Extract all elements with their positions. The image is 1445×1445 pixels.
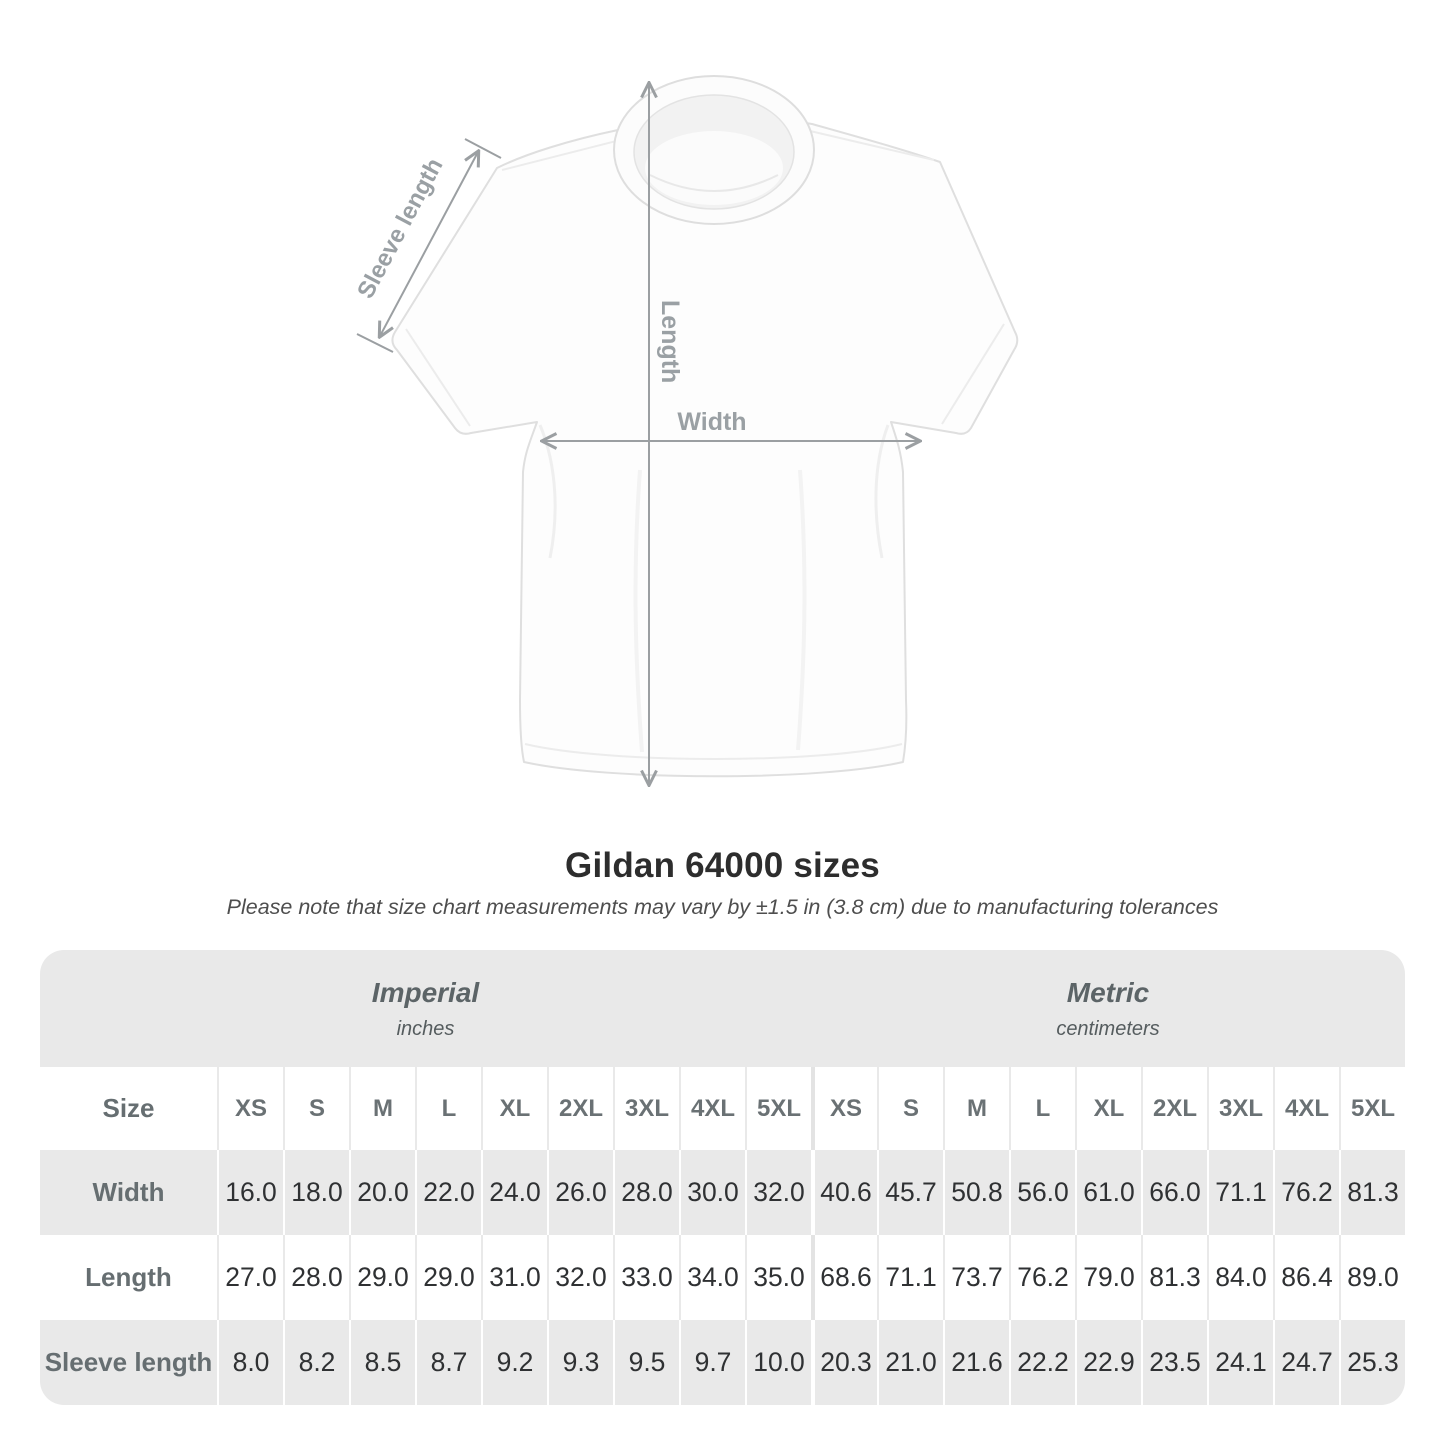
imperial-label: Imperial [371, 976, 480, 1008]
measurement-cell: 76.2 [1009, 1235, 1075, 1320]
sleeve-length-end-tick-bottom [357, 334, 393, 352]
measurement-cell: 71.1 [1207, 1150, 1273, 1235]
measurement-cell: 16.0 [217, 1150, 283, 1235]
tolerance-note: Please note that size chart measurements may vary by ±1.5 in (3.8 cm) due to manufacturing tolerances [226, 895, 1219, 919]
size-col-header: 5XL [1339, 1067, 1405, 1150]
measurement-cell: 35.0 [745, 1235, 811, 1320]
measurement-cell: 8.5 [349, 1320, 415, 1405]
measurement-cell: 56.0 [1009, 1150, 1075, 1235]
size-col-header: XS [811, 1067, 877, 1150]
measurement-cell: 40.6 [811, 1150, 877, 1235]
measurement-cell: 10.0 [745, 1320, 811, 1405]
measurement-cell: 34.0 [679, 1235, 745, 1320]
measurement-cell: 25.3 [1339, 1320, 1405, 1405]
measurement-cell: 21.0 [877, 1320, 943, 1405]
size-header-row [40, 1067, 1405, 1150]
measurement-cell: 27.0 [217, 1235, 283, 1320]
measurement-cell: 22.2 [1009, 1320, 1075, 1405]
measurement-cell: 21.6 [943, 1320, 1009, 1405]
measurement-cell: 76.2 [1273, 1150, 1339, 1235]
collar-inside-back [645, 131, 783, 205]
row-label: Width [40, 1150, 217, 1235]
measurement-cell: 24.1 [1207, 1320, 1273, 1405]
size-col-header: 2XL [547, 1067, 613, 1150]
sleeve-length-end-tick-top [465, 139, 501, 158]
length-label: Length [656, 300, 684, 384]
width-label: Width [677, 408, 747, 436]
measurement-cell: 32.0 [547, 1235, 613, 1320]
size-col-header: L [1009, 1067, 1075, 1150]
measurement-cell: 9.2 [481, 1320, 547, 1405]
unit-group-header-row [40, 950, 1405, 1067]
size-corner-label: Size [40, 1067, 217, 1150]
measurement-cell: 8.2 [283, 1320, 349, 1405]
measurement-cell: 66.0 [1141, 1150, 1207, 1235]
measurement-cell: 29.0 [415, 1235, 481, 1320]
measurement-cell: 86.4 [1273, 1235, 1339, 1320]
size-col-header: 3XL [613, 1067, 679, 1150]
measurement-cell: 8.7 [415, 1320, 481, 1405]
measurement-cell: 22.9 [1075, 1320, 1141, 1405]
size-col-header: M [943, 1067, 1009, 1150]
size-col-header: XL [481, 1067, 547, 1150]
page-title: Gildan 64000 sizes [565, 846, 880, 885]
measurement-cell: 81.3 [1339, 1150, 1405, 1235]
size-col-header: XL [1075, 1067, 1141, 1150]
measurement-cell: 33.0 [613, 1235, 679, 1320]
measurement-cell: 28.0 [283, 1235, 349, 1320]
size-col-header: S [283, 1067, 349, 1150]
measurement-cell: 20.3 [811, 1320, 877, 1405]
measurement-cell: 61.0 [1075, 1150, 1141, 1235]
measurement-cell: 68.6 [811, 1235, 877, 1320]
sleeve-length-row [40, 1320, 1405, 1405]
measurement-cell: 20.0 [349, 1150, 415, 1235]
measurement-cell: 30.0 [679, 1150, 745, 1235]
size-col-header: L [415, 1067, 481, 1150]
measurement-cell: 22.0 [415, 1150, 481, 1235]
measurement-cell: 71.1 [877, 1235, 943, 1320]
row-label: Sleeve length [40, 1320, 217, 1405]
measurement-cell: 73.7 [943, 1235, 1009, 1320]
measurement-cell: 9.3 [547, 1320, 613, 1405]
measurement-cell: 26.0 [547, 1150, 613, 1235]
measurement-cell: 18.0 [283, 1150, 349, 1235]
width-row [40, 1150, 1405, 1235]
measurement-cell: 81.3 [1141, 1235, 1207, 1320]
size-chart-table [40, 950, 1405, 1405]
imperial-group-header [40, 950, 811, 1067]
measurement-cell: 24.0 [481, 1150, 547, 1235]
measurement-cell: 8.0 [217, 1320, 283, 1405]
metric-unit-label: centimeters [1056, 1017, 1160, 1040]
measurement-cell: 23.5 [1141, 1320, 1207, 1405]
measurement-cell: 9.5 [613, 1320, 679, 1405]
measurement-cell: 29.0 [349, 1235, 415, 1320]
size-col-header: 4XL [1273, 1067, 1339, 1150]
length-row [40, 1235, 1405, 1320]
size-col-header: S [877, 1067, 943, 1150]
metric-group-header [811, 950, 1405, 1067]
measurement-cell: 89.0 [1339, 1235, 1405, 1320]
measurement-cell: 32.0 [745, 1150, 811, 1235]
measurement-cell: 31.0 [481, 1235, 547, 1320]
row-label: Length [40, 1235, 217, 1320]
sleeve-length-label: Sleeve length [352, 153, 449, 304]
measurement-cell: 84.0 [1207, 1235, 1273, 1320]
size-col-header: 2XL [1141, 1067, 1207, 1150]
size-col-header: 3XL [1207, 1067, 1273, 1150]
measurement-cell: 79.0 [1075, 1235, 1141, 1320]
measurement-cell: 28.0 [613, 1150, 679, 1235]
imperial-unit-label: inches [396, 1017, 455, 1040]
size-col-header: 4XL [679, 1067, 745, 1150]
size-col-header: M [349, 1067, 415, 1150]
metric-label: Metric [1066, 976, 1150, 1008]
measurement-cell: 50.8 [943, 1150, 1009, 1235]
size-col-header: XS [217, 1067, 283, 1150]
measurement-cell: 45.7 [877, 1150, 943, 1235]
size-col-header: 5XL [745, 1067, 811, 1150]
measurement-cell: 9.7 [679, 1320, 745, 1405]
measurement-cell: 24.7 [1273, 1320, 1339, 1405]
